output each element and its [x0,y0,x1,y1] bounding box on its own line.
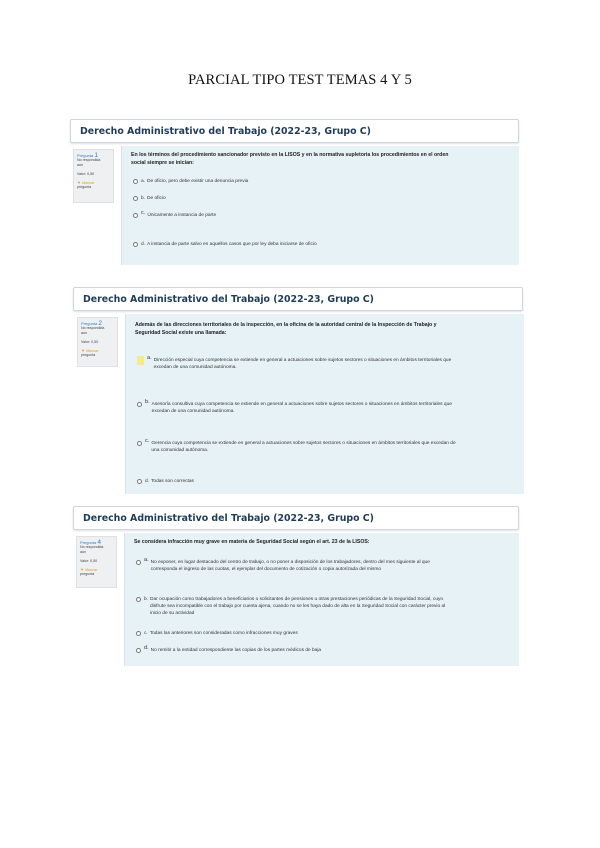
question-stem: En los términos del procedimiento sancionador previsto en la LISOS y en la normativa supletoria los procedimientos en el orden social siempre se inician: [131,152,449,166]
radio-button[interactable] [137,441,142,446]
course-header: Derecho Administrativo del Trabajo (2022-23, Grupo C) [73,506,519,530]
radio-button[interactable] [133,179,138,184]
course-header: Derecho Administrativo del Trabajo (2022-23, Grupo C) [70,119,519,143]
radio-button[interactable] [133,213,138,218]
question-number: Pregunta 2 [81,320,102,327]
radio-button[interactable] [136,648,141,653]
answer-option-b[interactable]: b. Dar ocupación como trabajadores a beneficiarios o solicitantes de pensiones u otras prestaciones periódicas de la Seguridad Social, cuyo disfrute sea incompatible con el trabajo por cuenta ajena, cuando no se les haya dado de alta en la Seguridad Social con carácter previo al inicio de su actividad [136,596,514,617]
question-content [124,533,519,666]
question-status: No respondida [80,545,104,550]
question-info: Pregunta 1 No respondida aún Valor: 0,50 ▼ Marcar pregunta [73,149,114,203]
flag-icon: ▼ [81,347,85,353]
answer-option-c[interactable]: c. Gerencia cuya competencia se extiende en general a actuaciones sobre sujetos sectores o situaciones en ámbitos territoriales que excedan de una comunidad autónoma. [137,440,517,454]
question-info: Pregunta 4 No respondida aún Valor: 0,50 ▼ Marcar pregunta [76,536,117,588]
question-value: Valor: 0,50 [80,558,98,563]
radio-button[interactable] [137,479,142,484]
radio-button[interactable] [136,560,141,565]
radio-button[interactable] [137,402,142,407]
answer-option-d[interactable]: d. Todas son correctas [137,478,194,485]
answer-option-c[interactable]: c. Únicamente a instancia de parte [133,212,216,219]
question-content [121,146,519,265]
flag-question-button[interactable]: ▼ Marcar [77,179,95,185]
answer-option-a[interactable]: a. De oficio, pero debe existir una denuncia previa [133,178,248,185]
flag-icon: ▼ [77,179,81,185]
answer-option-a[interactable]: a. No exponer, en lugar destacado del centro de trabajo, o no poner a disposición de los trabajadores, dentro del mes siguiente al que corresponda el ingreso de las cuotas, el ejemplar del documento de cotización o copia autorizada del mismo [136,559,514,573]
flag-question-button[interactable]: ▼ Marcar [81,347,99,353]
answer-option-d[interactable]: d. No remitir a la entidad correspondiente las copias de los partes médicos de baja [136,647,321,654]
selection-highlight [137,356,144,365]
answer-option-b[interactable]: b. Asesoría consultiva cuya competencia se extiende en general a actuaciones sobre sujetos sectores o situaciones en ámbitos territoriales que excedan de una comunidad autónoma. [137,401,517,415]
question-status: No respondida [77,158,101,163]
question-value: Valor: 0,50 [81,339,99,344]
answer-option-d[interactable]: d. A instancia de parte salvo en aquellos casos que por ley deba iniciarse de oficio [133,241,317,248]
radio-button[interactable] [133,242,138,247]
question-info: Pregunta 2 No respondida aún Valor: 0,50 ▼ Marcar pregunta [77,317,118,367]
flag-question-button[interactable]: ▼ Marcar [80,566,98,572]
answer-option-b[interactable]: b. De oficio [133,195,166,202]
question-value: Valor: 0,50 [77,171,95,176]
answer-option-c[interactable]: c. Todas las anteriores son consideradas como infracciones muy graves [136,630,298,637]
document-title: PARCIAL TIPO TEST TEMAS 4 Y 5 [188,72,412,88]
question-status: No respondida [81,326,105,331]
course-header: Derecho Administrativo del Trabajo (2022-23, Grupo C) [73,287,523,311]
question-stem: Además de las direcciones territoriales de la inspección, en la oficina de la autoridad central de la Inspección de Trabajo y Seguridad Social existe una llamada: [135,322,437,336]
answer-option-a[interactable]: a. Dirección especial cuya competencia se extiende en general a actuaciones sobre sujetos sectores o situaciones en ámbitos territoriales que excedan de una comunidad autónoma. [137,357,517,371]
question-number: Pregunta 4 [80,539,101,546]
question-number: Pregunta 1 [77,152,98,159]
radio-button[interactable] [136,597,141,602]
flag-icon: ▼ [80,566,84,572]
question-stem: Se considera infracción muy grave en materia de Seguridad Social según el art. 23 de la LISOS: [134,539,370,545]
radio-button[interactable] [133,196,138,201]
radio-button[interactable] [136,631,141,636]
question-content [125,314,524,494]
